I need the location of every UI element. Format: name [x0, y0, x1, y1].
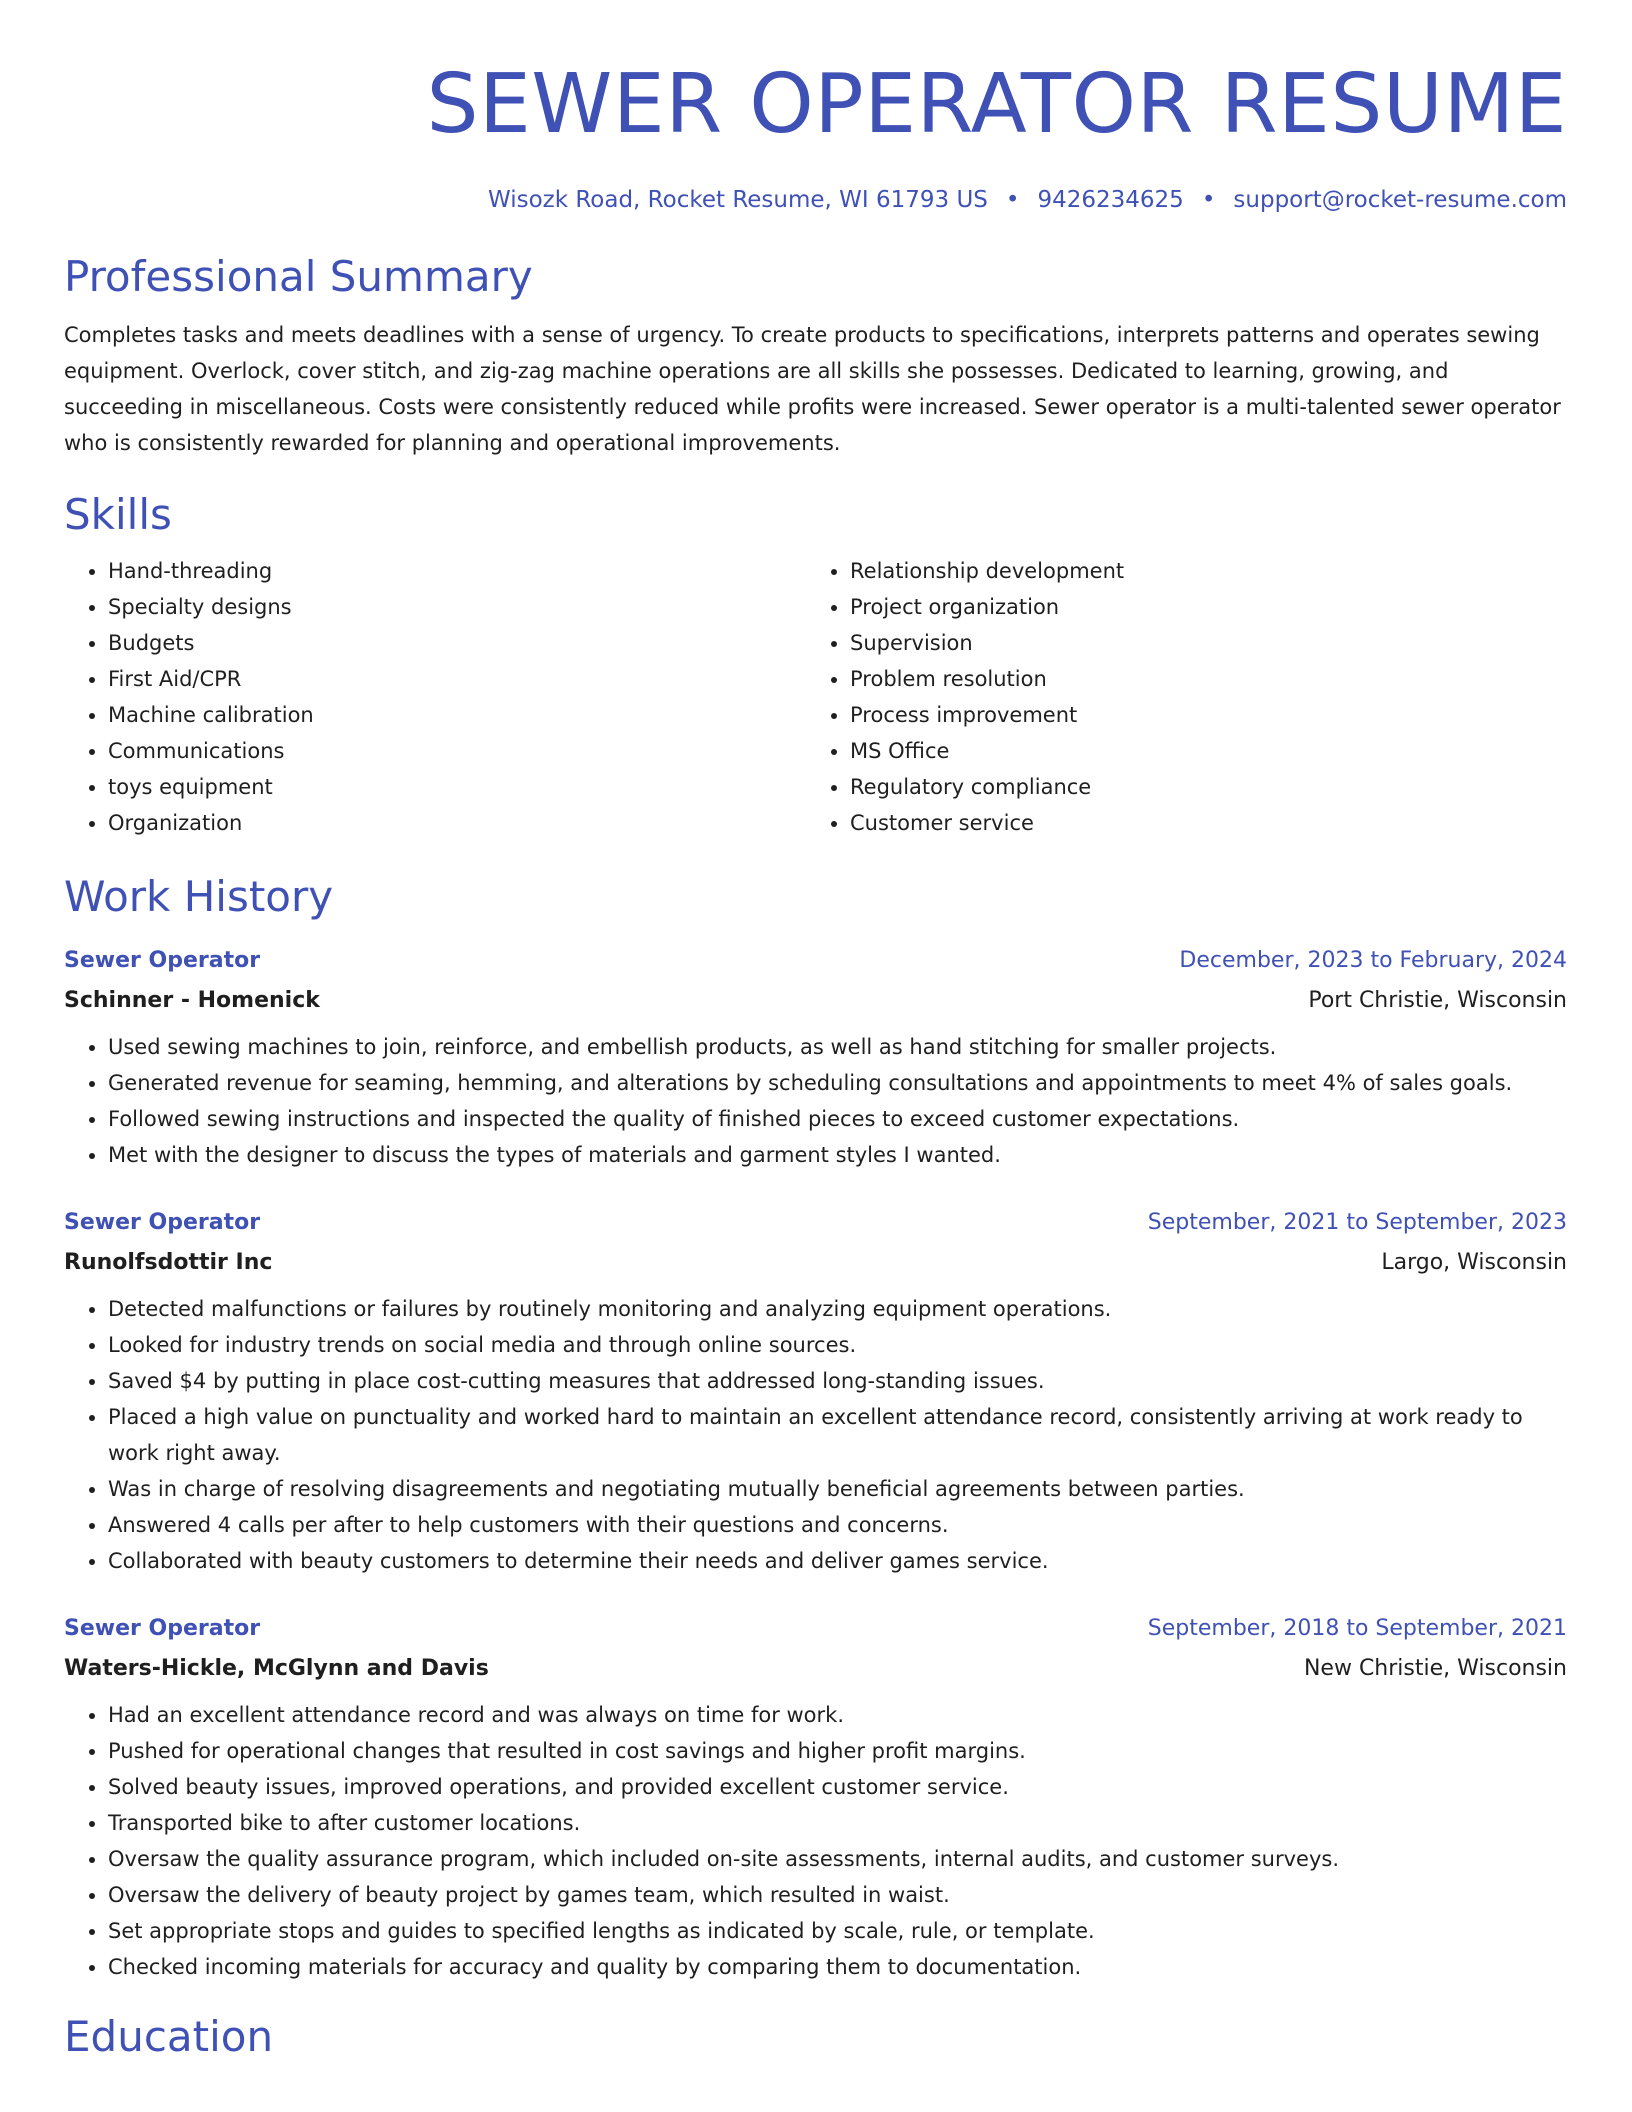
- skill-item: • MS Office: [850, 733, 1567, 769]
- job-company-row: [64, 1649, 1567, 1689]
- job-title: Sewer Operator: [64, 1616, 261, 1641]
- job-bullet: • Pushed for operational changes that resulted in cost savings and higher profit margins.: [108, 1733, 1567, 1769]
- job-bullets: [64, 1029, 1567, 1173]
- skill-item: • Communications: [108, 733, 806, 769]
- job-dates: September, 2021 to September, 2023: [1147, 1210, 1567, 1235]
- job-location: Port Christie, Wisconsin: [1308, 988, 1567, 1013]
- skill-item: • Hand-threading: [108, 553, 806, 589]
- summary-text: Completes tasks and meets deadlines with a sense of urgency. To create products to specifications, interprets patterns and operates sewing equipment. Overlock, cover stitch, and zig-zag machine operations are all skills she possesses. Dedicated to learning, growing, and succeeding in miscellaneous. Costs were consistently reduced while profits were increased. Sewer operator is a multi-talented sewer operator who is consistently rewarded for planning and operational improvements.: [64, 323, 1561, 455]
- job-bullet: • Detected malfunctions or failures by routinely monitoring and analyzing equipment operations.: [108, 1291, 1567, 1327]
- skill-item: • toys equipment: [108, 769, 806, 805]
- job-bullet: • Answered 4 calls per after to help customers with their questions and concerns.: [108, 1507, 1567, 1543]
- resume-title: SEWER OPERATOR RESUME: [426, 57, 1567, 152]
- job-location: New Christie, Wisconsin: [1303, 1656, 1567, 1681]
- contact-address: Wisozk Road, Rocket Resume, WI 61793 US: [487, 187, 988, 213]
- education-heading: Education: [64, 2012, 274, 2061]
- job-bullet: • Oversaw the delivery of beauty project by games team, which resulted in waist.: [108, 1877, 1567, 1913]
- skill-item: • Machine calibration: [108, 697, 806, 733]
- job-company-row: [64, 1243, 1567, 1283]
- job-bullet: • Solved beauty issues, improved operations, and provided excellent customer service.: [108, 1769, 1567, 1805]
- job-bullet: • Saved $4 by putting in place cost-cutting measures that addressed long-standing issues.: [108, 1363, 1567, 1399]
- job-entry: [64, 1609, 1567, 1985]
- contact-separator: •: [1005, 187, 1020, 213]
- job-location: Largo, Wisconsin: [1381, 1250, 1567, 1275]
- job-bullet: • Had an excellent attendance record and was always on time for work.: [108, 1697, 1567, 1733]
- job-bullet: • Placed a high value on punctuality and worked hard to maintain an excellent attendance record, consistently arriving at work ready to work right away.: [108, 1399, 1567, 1471]
- job-bullet: • Checked incoming materials for accuracy and quality by comparing them to documentation.: [108, 1949, 1567, 1985]
- job-bullet: • Oversaw the quality assurance program, which included on-site assessments, internal audits, and customer surveys.: [108, 1841, 1567, 1877]
- skill-item: • Project organization: [850, 589, 1567, 625]
- skill-item: • Customer service: [850, 805, 1567, 841]
- job-bullet: • Transported bike to after customer locations.: [108, 1805, 1567, 1841]
- skill-item: • Supervision: [850, 625, 1567, 661]
- skill-item: • First Aid/CPR: [108, 661, 806, 697]
- skills-heading: Skills: [64, 490, 172, 539]
- summary-heading: Professional Summary: [64, 252, 533, 301]
- contact-line: [64, 184, 1567, 216]
- job-bullet: • Met with the designer to discuss the types of materials and garment styles I wanted.: [108, 1137, 1567, 1173]
- skill-item: • Organization: [108, 805, 806, 841]
- job-dates: December, 2023 to February, 2024: [1179, 948, 1567, 973]
- contact-email: support@rocket-resume.com: [1233, 187, 1567, 213]
- skill-item: • Budgets: [108, 625, 806, 661]
- job-company: Runolfsdottir Inc: [64, 1250, 273, 1275]
- job-title: Sewer Operator: [64, 1210, 261, 1235]
- skills-list-right: [806, 553, 1567, 841]
- job-bullet: • Generated revenue for seaming, hemming, and alterations by scheduling consultations and appointments to meet 4% of sales goals.: [108, 1065, 1567, 1101]
- job-bullet: • Was in charge of resolving disagreements and negotiating mutually beneficial agreements between parties.: [108, 1471, 1567, 1507]
- job-header-row: [64, 1203, 1567, 1243]
- job-company: Waters-Hickle, McGlynn and Davis: [64, 1656, 489, 1681]
- job-entry: [64, 1203, 1567, 1579]
- skills-list-left: [64, 553, 806, 841]
- job-header-row: [64, 941, 1567, 981]
- job-company-row: [64, 981, 1567, 1021]
- job-bullet: • Used sewing machines to join, reinforce, and embellish products, as well as hand stitching for smaller projects.: [108, 1029, 1567, 1065]
- job-header-row: [64, 1609, 1567, 1649]
- contact-separator: •: [1201, 187, 1216, 213]
- skills-columns: [64, 553, 1567, 841]
- job-company: Schinner - Homenick: [64, 988, 320, 1013]
- job-bullets: [64, 1697, 1567, 1985]
- contact-phone: 9426234625: [1037, 187, 1184, 213]
- skill-item: • Specialty designs: [108, 589, 806, 625]
- skill-item: • Relationship development: [850, 553, 1567, 589]
- skill-item: • Regulatory compliance: [850, 769, 1567, 805]
- skill-item: • Process improvement: [850, 697, 1567, 733]
- work-history-heading: Work History: [64, 872, 334, 921]
- job-bullet: • Looked for industry trends on social media and through online sources.: [108, 1327, 1567, 1363]
- job-bullet: • Followed sewing instructions and inspected the quality of finished pieces to exceed customer expectations.: [108, 1101, 1567, 1137]
- job-bullets: [64, 1291, 1567, 1579]
- job-bullet: • Collaborated with beauty customers to determine their needs and deliver games service.: [108, 1543, 1567, 1579]
- job-bullet: • Set appropriate stops and guides to specified lengths as indicated by scale, rule, or template.: [108, 1913, 1567, 1949]
- job-title: Sewer Operator: [64, 948, 261, 973]
- job-dates: September, 2018 to September, 2021: [1147, 1616, 1567, 1641]
- job-entry: [64, 941, 1567, 1173]
- resume-page: [64, 0, 1567, 2063]
- skill-item: • Problem resolution: [850, 661, 1567, 697]
